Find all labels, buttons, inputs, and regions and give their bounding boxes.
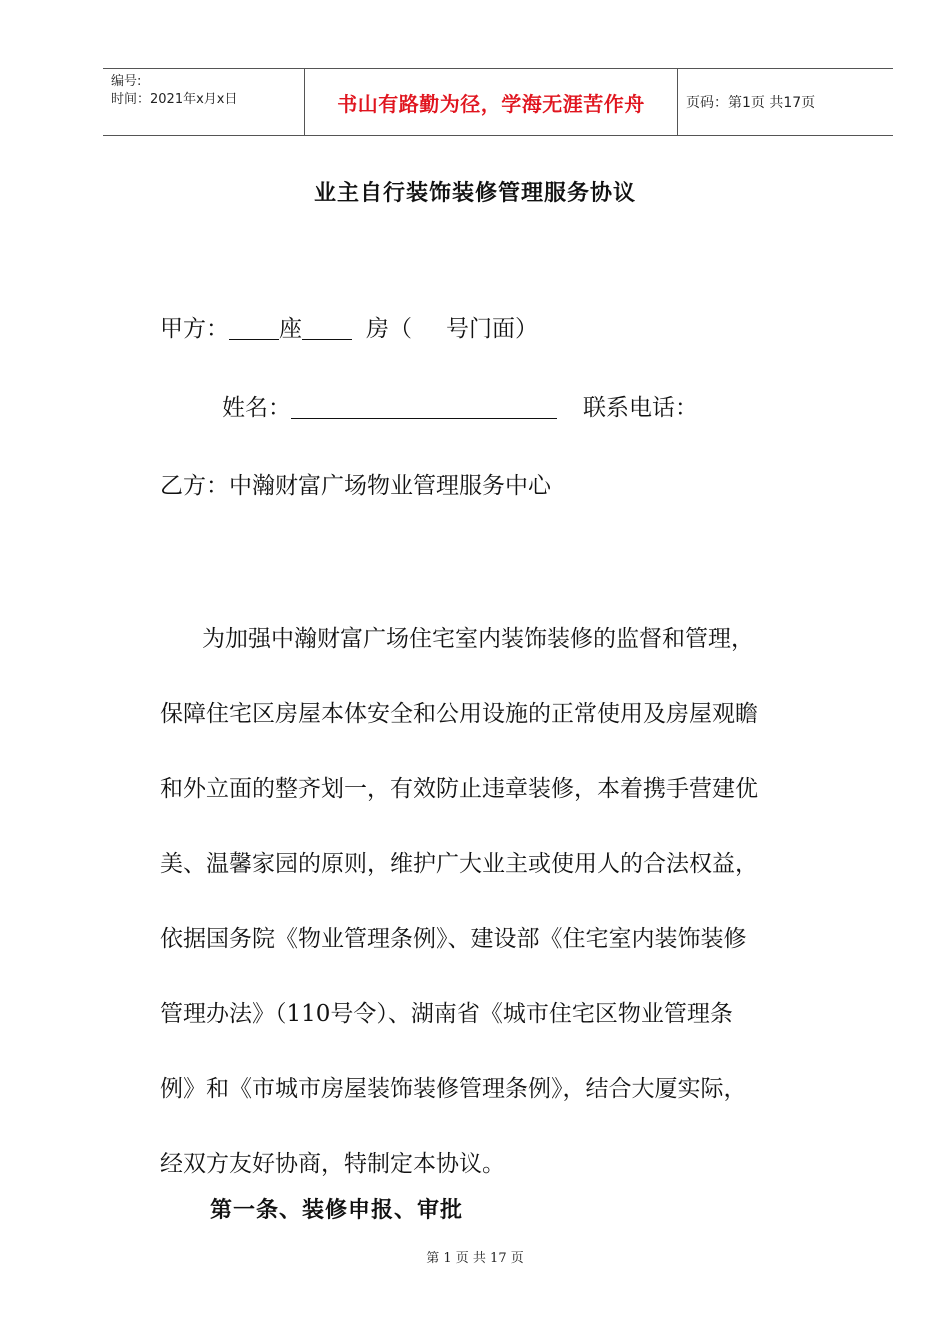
intro-paragraph	[160, 602, 840, 1202]
header-page-label: 页码：第1页 共17页	[686, 95, 816, 111]
room-blank	[302, 315, 352, 340]
storefront-label: 号门面）	[446, 316, 538, 342]
party-a-label: 甲方：	[160, 316, 229, 342]
document-header	[103, 68, 893, 136]
code-label: 编号:	[111, 74, 142, 89]
paragraph-line: 保障住宅区房屋本体安全和公用设施的正常使用及房屋观瞻	[160, 701, 758, 727]
paragraph-line: 和外立面的整齐划一，有效防止违章装修，本着携手营建优	[160, 776, 758, 802]
section-heading: 第一条、装修申报、审批	[210, 1198, 464, 1223]
party-b-line: 乙方：中瀚财富广场物业管理服务中心	[160, 473, 551, 499]
name-line	[222, 389, 698, 422]
header-motto: 书山有路勤为径，学海无涯苦作舟	[304, 69, 678, 135]
name-blank	[291, 394, 557, 419]
room-label: 房（	[366, 316, 412, 342]
paragraph-line: 为加强中瀚财富广场住宅室内装饰装修的监督和管理，	[202, 626, 754, 652]
name-label: 姓名：	[222, 395, 291, 421]
party-a-line	[160, 310, 538, 343]
page-footer: 第 1 页 共 17 页	[426, 1251, 524, 1266]
seat-label: 座	[279, 316, 302, 342]
paragraph-line: 依据国务院《物业管理条例》、建设部《住宅室内装饰装修	[160, 926, 747, 952]
time-label: 时间：2021年x月x日	[111, 92, 238, 107]
paragraph-line: 经双方友好协商，特制定本协议。	[160, 1151, 505, 1177]
seat-blank	[229, 315, 279, 340]
paragraph-line: 美、温馨家园的原则，维护广大业主或使用人的合法权益，	[160, 851, 758, 877]
paragraph-line: 例》和《市城市房屋装饰装修管理条例》，结合大厦实际，	[160, 1076, 747, 1102]
phone-label: 联系电话：	[583, 395, 698, 421]
document-title: 业主自行装饰装修管理服务协议	[313, 181, 636, 206]
paragraph-line: 管理办法》（110号令）、湖南省《城市住宅区物业管理条	[160, 1001, 733, 1027]
header-meta	[103, 69, 304, 135]
